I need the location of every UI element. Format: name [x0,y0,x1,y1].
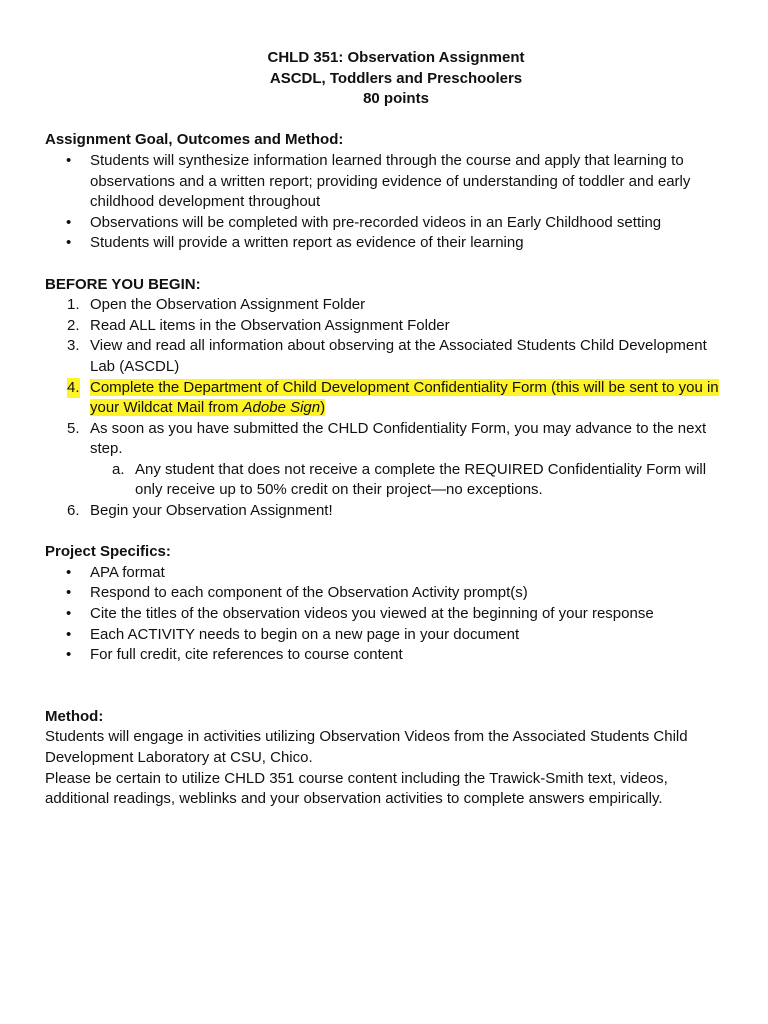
step-text-part: ) [320,399,326,417]
list-item: • Respond to each component of the Observation Activity prompt(s) [45,583,727,604]
method-paragraph: Please be certain to utilize CHLD 351 course content including the Trawick-Smith text, videos, additional readings, weblinks and your observation activities to complete answers empirically. [45,769,668,808]
points-label: 80 points [363,90,429,108]
project-specifics-section [45,542,727,666]
course-title: CHLD 351: Observation Assignment [267,49,525,66]
step-text: Open the Observation Assignment Folder [90,296,366,314]
before-you-begin-section [45,275,727,522]
substep-text: Any student that does not receive a complete the REQUIRED Confidentiality Form will only receive up to 50% credit on their project—no exceptions. [135,460,707,499]
list-item [45,316,727,337]
list-item: • Observations will be completed with pre-recorded videos in an Early Childhood setting [45,213,727,234]
adobe-sign-text: Adobe Sign [242,399,321,417]
step-number: 5. [67,419,80,437]
step-text: As soon as you have submitted the CHLD Confidentiality Form, you may advance to the next step. [90,419,707,458]
project-specifics-heading: Project Specifics: [45,543,171,561]
before-you-begin-heading: BEFORE YOU BEGIN: [45,275,201,293]
step-text: Begin your Observation Assignment! [90,502,333,520]
specifics-list [45,563,727,666]
list-item [45,419,727,501]
list-item [90,460,727,501]
step-number: 1. [67,296,80,314]
list-item: • Cite the titles of the observation videos you viewed at the beginning of your response [45,604,727,625]
assignment-subtitle: ASCDL, Toddlers and Preschoolers [269,69,523,87]
list-item: • Students will synthesize information learned through the course and apply that learning to observations and a written report; providing evidence of understanding of toddler and early childhood development throughout [45,151,727,213]
method-section [45,707,727,810]
step-text-highlighted [90,379,719,417]
goals-list [45,151,727,254]
list-item: • Each ACTIVITY needs to begin on a new page in your document [45,625,727,646]
list-item-highlighted [45,378,727,419]
document-page [45,48,727,810]
step-number: 6. [67,502,80,520]
method-heading: Method: [45,707,104,725]
list-item: • For full credit, cite references to course content [45,645,727,666]
list-item: • Students will provide a written report as evidence of their learning [45,233,727,254]
step-text: View and read all information about observing at the Associated Students Child Development Lab (ASCDL) [90,337,707,375]
goals-section [45,130,727,254]
substeps-list [90,460,727,501]
document-title-block [65,48,727,110]
steps-list [45,295,727,522]
list-item [45,336,727,377]
step-number: 3. [67,337,80,355]
substep-number: a. [112,460,125,478]
list-item: • APA format [45,563,727,584]
step-text-part: Complete the Department of Child Development Confidentiality Form (this will be sent to you in your Wildcat Mail from [90,378,719,417]
step-text: Read ALL items in the Observation Assignment Folder [90,316,450,334]
method-paragraph: Students will engage in activities utilizing Observation Videos from the Associated Students Child Development Laboratory at CSU, Chico. [45,728,688,766]
list-item [45,295,727,316]
goals-heading: Assignment Goal, Outcomes and Method: [45,131,344,149]
list-item [45,501,727,522]
step-number: 4. [67,378,80,399]
step-number: 2. [67,316,80,334]
